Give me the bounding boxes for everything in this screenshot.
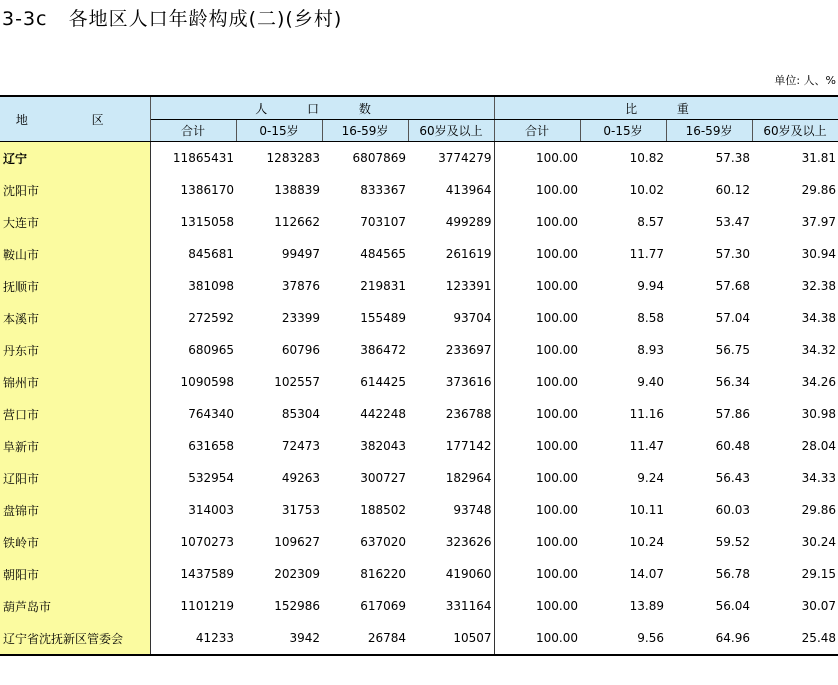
value-cell: 57.30 bbox=[715, 247, 751, 261]
table-row bbox=[0, 622, 838, 655]
table-row bbox=[0, 142, 838, 175]
table-row bbox=[0, 462, 838, 494]
value-cell: 236788 bbox=[408, 398, 494, 430]
value-cell: 100.00 bbox=[536, 599, 579, 613]
value-cell: 177142 bbox=[408, 430, 494, 462]
value-cell: 11.77 bbox=[629, 247, 665, 261]
value-cell: 57.68 bbox=[715, 279, 751, 293]
region-name: 朝阳市 bbox=[0, 558, 150, 590]
value-cell: 30.98 bbox=[801, 407, 837, 421]
value-cell: 29.86 bbox=[801, 183, 837, 197]
value-cell: 57.04 bbox=[715, 311, 751, 325]
value-cell: 56.75 bbox=[715, 343, 751, 357]
value-cell: 100.00 bbox=[536, 567, 579, 581]
value-cell: 100.00 bbox=[536, 375, 579, 389]
region-name: 大连市 bbox=[0, 206, 150, 238]
value-cell: 23399 bbox=[281, 311, 320, 325]
value-cell: 10.24 bbox=[629, 535, 665, 549]
value-cell: 680965 bbox=[188, 343, 234, 357]
table-row bbox=[0, 270, 838, 302]
value-cell: 413964 bbox=[408, 174, 494, 206]
table-row bbox=[0, 174, 838, 206]
value-cell: 100.00 bbox=[536, 503, 579, 517]
value-cell: 37.97 bbox=[801, 215, 837, 229]
value-cell: 816220 bbox=[360, 567, 406, 581]
value-cell: 9.94 bbox=[637, 279, 665, 293]
header-col-1: 0-15岁 bbox=[236, 120, 322, 142]
region-name: 鞍山市 bbox=[0, 238, 150, 270]
table-row bbox=[0, 302, 838, 334]
value-cell: 1386170 bbox=[180, 183, 234, 197]
value-cell: 60.03 bbox=[715, 503, 751, 517]
value-cell: 3942 bbox=[236, 622, 322, 655]
region-name: 辽宁 bbox=[0, 142, 150, 175]
value-cell: 381098 bbox=[188, 279, 234, 293]
region-name: 盘锦市 bbox=[0, 494, 150, 526]
value-cell: 56.04 bbox=[715, 599, 751, 613]
region-name: 阜新市 bbox=[0, 430, 150, 462]
value-cell: 99497 bbox=[281, 247, 320, 261]
value-cell: 102557 bbox=[274, 375, 320, 389]
value-cell: 323626 bbox=[408, 526, 494, 558]
value-cell: 100.00 bbox=[536, 151, 579, 165]
value-cell: 442248 bbox=[360, 407, 406, 421]
value-cell: 14.07 bbox=[629, 567, 665, 581]
value-cell: 60.48 bbox=[715, 439, 751, 453]
value-cell: 59.52 bbox=[715, 535, 751, 549]
value-cell: 1070273 bbox=[180, 535, 234, 549]
value-cell: 30.24 bbox=[801, 535, 837, 549]
region-name: 葫芦岛市 bbox=[0, 590, 150, 622]
value-cell: 56.78 bbox=[715, 567, 751, 581]
value-cell: 41233 bbox=[150, 622, 236, 655]
value-cell: 8.57 bbox=[637, 215, 665, 229]
value-cell: 34.26 bbox=[801, 375, 837, 389]
value-cell: 845681 bbox=[188, 247, 234, 261]
value-cell: 100.00 bbox=[536, 471, 579, 485]
value-cell: 9.40 bbox=[637, 375, 665, 389]
value-cell: 11.16 bbox=[629, 407, 665, 421]
table-row bbox=[0, 430, 838, 462]
value-cell: 382043 bbox=[360, 439, 406, 453]
value-cell: 112662 bbox=[274, 215, 320, 229]
value-cell: 532954 bbox=[188, 471, 234, 485]
value-cell: 29.86 bbox=[801, 503, 837, 517]
value-cell: 60.12 bbox=[715, 183, 751, 197]
value-cell: 100.00 bbox=[536, 279, 579, 293]
value-cell: 30.94 bbox=[801, 247, 837, 261]
value-cell: 331164 bbox=[408, 590, 494, 622]
value-cell: 109627 bbox=[274, 535, 320, 549]
region-name: 辽阳市 bbox=[0, 462, 150, 494]
table-row bbox=[0, 366, 838, 398]
population-age-table bbox=[0, 95, 838, 656]
header-region: 地 区 bbox=[0, 96, 150, 142]
table-row bbox=[0, 398, 838, 430]
value-cell: 100.00 bbox=[536, 535, 579, 549]
header-col-5: 0-15岁 bbox=[580, 120, 666, 142]
value-cell: 233697 bbox=[408, 334, 494, 366]
value-cell: 386472 bbox=[360, 343, 406, 357]
value-cell: 637020 bbox=[360, 535, 406, 549]
region-name: 抚顺市 bbox=[0, 270, 150, 302]
value-cell: 703107 bbox=[360, 215, 406, 229]
value-cell: 30.07 bbox=[801, 599, 837, 613]
value-cell: 56.34 bbox=[715, 375, 751, 389]
value-cell: 13.89 bbox=[629, 599, 665, 613]
header-col-2: 16-59岁 bbox=[322, 120, 408, 142]
value-cell: 9.24 bbox=[637, 471, 665, 485]
value-cell: 93704 bbox=[408, 302, 494, 334]
region-name: 营口市 bbox=[0, 398, 150, 430]
value-cell: 100.00 bbox=[536, 343, 579, 357]
header-col-6: 16-59岁 bbox=[666, 120, 752, 142]
value-cell: 617069 bbox=[360, 599, 406, 613]
value-cell: 60796 bbox=[281, 343, 320, 357]
value-cell: 49263 bbox=[281, 471, 320, 485]
value-cell: 53.47 bbox=[715, 215, 751, 229]
region-name: 本溪市 bbox=[0, 302, 150, 334]
value-cell: 9.56 bbox=[580, 622, 666, 655]
table-row bbox=[0, 206, 838, 238]
region-name: 丹东市 bbox=[0, 334, 150, 366]
region-name: 锦州市 bbox=[0, 366, 150, 398]
value-cell: 100.00 bbox=[536, 407, 579, 421]
header-col-0: 合计 bbox=[150, 120, 236, 142]
value-cell: 631658 bbox=[188, 439, 234, 453]
region-name: 辽宁省沈抚新区管委会 bbox=[0, 622, 150, 655]
value-cell: 31.81 bbox=[801, 151, 837, 165]
value-cell: 56.43 bbox=[715, 471, 751, 485]
value-cell: 29.15 bbox=[801, 567, 837, 581]
value-cell: 25.48 bbox=[752, 622, 838, 655]
value-cell: 272592 bbox=[188, 311, 234, 325]
value-cell: 100.00 bbox=[536, 439, 579, 453]
value-cell: 57.38 bbox=[715, 151, 751, 165]
value-cell: 6807869 bbox=[352, 151, 406, 165]
value-cell: 1283283 bbox=[266, 151, 320, 165]
value-cell: 100.00 bbox=[536, 183, 579, 197]
unit-label: 单位: 人、% bbox=[774, 74, 836, 87]
header-col-7: 60岁及以上 bbox=[752, 120, 838, 142]
value-cell: 123391 bbox=[408, 270, 494, 302]
value-cell: 138839 bbox=[274, 183, 320, 197]
value-cell: 37876 bbox=[281, 279, 320, 293]
value-cell: 64.96 bbox=[666, 622, 752, 655]
value-cell: 300727 bbox=[360, 471, 406, 485]
value-cell: 28.04 bbox=[801, 439, 837, 453]
value-cell: 93748 bbox=[408, 494, 494, 526]
value-cell: 31753 bbox=[281, 503, 320, 517]
value-cell: 10.02 bbox=[629, 183, 665, 197]
value-cell: 8.93 bbox=[637, 343, 665, 357]
value-cell: 155489 bbox=[360, 311, 406, 325]
value-cell: 188502 bbox=[360, 503, 406, 517]
value-cell: 34.38 bbox=[801, 311, 837, 325]
value-cell: 10.82 bbox=[629, 151, 665, 165]
value-cell: 373616 bbox=[408, 366, 494, 398]
value-cell: 100.00 bbox=[536, 215, 579, 229]
region-name: 铁岭市 bbox=[0, 526, 150, 558]
value-cell: 34.33 bbox=[801, 471, 837, 485]
value-cell: 614425 bbox=[360, 375, 406, 389]
value-cell: 85304 bbox=[281, 407, 320, 421]
header-col-3: 60岁及以上 bbox=[408, 120, 494, 142]
header-ratio-group: 比 重 bbox=[494, 96, 838, 120]
table-header bbox=[0, 96, 838, 142]
table-row bbox=[0, 238, 838, 270]
value-cell: 57.86 bbox=[715, 407, 751, 421]
table-row bbox=[0, 590, 838, 622]
value-cell: 261619 bbox=[408, 238, 494, 270]
value-cell: 499289 bbox=[408, 206, 494, 238]
value-cell: 1101219 bbox=[180, 599, 234, 613]
header-col-4: 合计 bbox=[494, 120, 580, 142]
value-cell: 11.47 bbox=[629, 439, 665, 453]
value-cell: 72473 bbox=[281, 439, 320, 453]
value-cell: 100.00 bbox=[536, 247, 579, 261]
value-cell: 314003 bbox=[188, 503, 234, 517]
value-cell: 833367 bbox=[360, 183, 406, 197]
table-row bbox=[0, 334, 838, 366]
value-cell: 32.38 bbox=[801, 279, 837, 293]
value-cell: 1315058 bbox=[180, 215, 234, 229]
value-cell: 1437589 bbox=[180, 567, 234, 581]
value-cell: 10.11 bbox=[629, 503, 665, 517]
value-cell: 10507 bbox=[408, 622, 494, 655]
value-cell: 1090598 bbox=[180, 375, 234, 389]
table-row bbox=[0, 558, 838, 590]
table-row bbox=[0, 494, 838, 526]
value-cell: 100.00 bbox=[494, 622, 580, 655]
value-cell: 219831 bbox=[360, 279, 406, 293]
value-cell: 11865431 bbox=[172, 151, 234, 165]
value-cell: 152986 bbox=[274, 599, 320, 613]
table-body bbox=[0, 142, 838, 656]
value-cell: 26784 bbox=[322, 622, 408, 655]
page-title: 3-3c 各地区人口年龄构成(二)(乡村) bbox=[2, 8, 343, 30]
value-cell: 8.58 bbox=[637, 311, 665, 325]
value-cell: 182964 bbox=[408, 462, 494, 494]
header-population-group: 人 口 数 bbox=[150, 96, 494, 120]
value-cell: 764340 bbox=[188, 407, 234, 421]
value-cell: 34.32 bbox=[801, 343, 837, 357]
value-cell: 484565 bbox=[360, 247, 406, 261]
value-cell: 202309 bbox=[274, 567, 320, 581]
region-name: 沈阳市 bbox=[0, 174, 150, 206]
value-cell: 100.00 bbox=[536, 311, 579, 325]
table-row bbox=[0, 526, 838, 558]
value-cell: 419060 bbox=[408, 558, 494, 590]
value-cell: 3774279 bbox=[408, 142, 494, 175]
